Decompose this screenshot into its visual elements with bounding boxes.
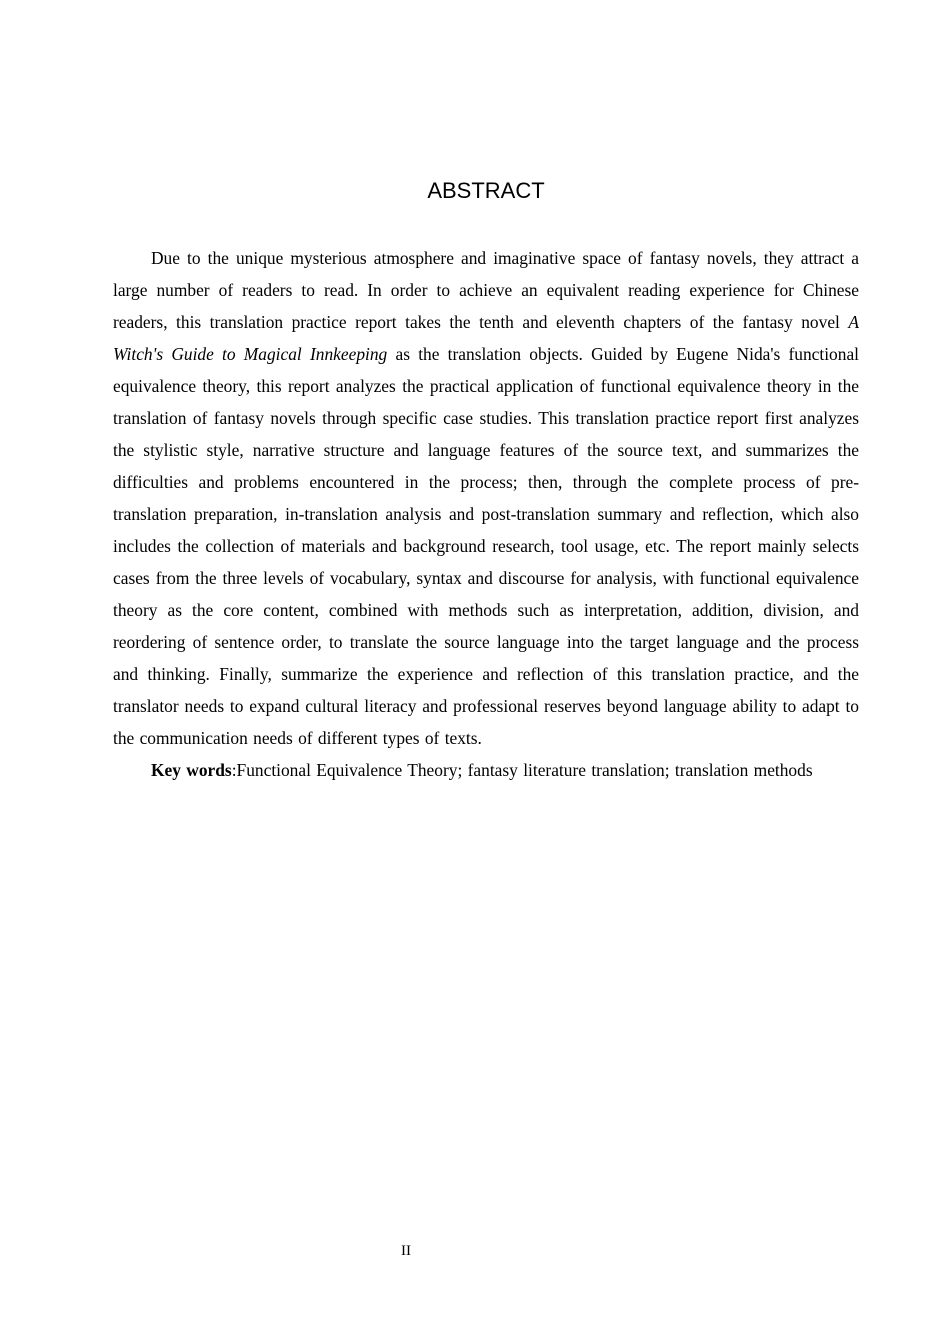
keywords-label: Key words [151,760,232,780]
abstract-body [113,242,859,786]
abstract-paragraph [113,242,859,754]
keywords-paragraph [113,754,859,786]
page-number: II [401,1243,411,1259]
keywords-text: :Functional Equivalence Theory; fantasy literature translation; translation methods [231,760,813,780]
abstract-title: ABSTRACT [427,178,545,203]
book-title: A Witch's Guide to Magical Innkeeping [113,312,859,364]
abstract-text-part2: as the translation objects. Guided by Eugene Nida's functional equivalence theory, this report analyzes the practical application of functional equivalence theory in the translation of fantasy novels through specific case studies. This translation practice report first analyzes the stylistic style, narrative structure and language features of the source text, and summarizes the difficulties and problems encountered in the process; then, through the complete process of pre-translation preparation, in-translation analysis and post-translation summary and reflection, which also includes the collection of materials and background research, tool usage, etc. The report mainly selects cases from the three levels of vocabulary, syntax and discourse for analysis, with functional equivalence theory as the core content, combined with methods such as interpretation, addition, division, and reordering of sentence order, to translate the source language into the target language and the process and thinking. Finally, summarize the experience and reflection of this translation practice, and the translator needs to expand cultural literacy and professional reserves beyond language ability to adapt to the communication needs of different types of texts. [113,344,859,748]
abstract-text-part1: Due to the unique mysterious atmosphere and imaginative space of fantasy novels, they attract a large number of readers to read. In order to achieve an equivalent reading experience for Chinese readers, this translation practice report takes the tenth and eleventh chapters of the fantasy novel [113,248,859,332]
